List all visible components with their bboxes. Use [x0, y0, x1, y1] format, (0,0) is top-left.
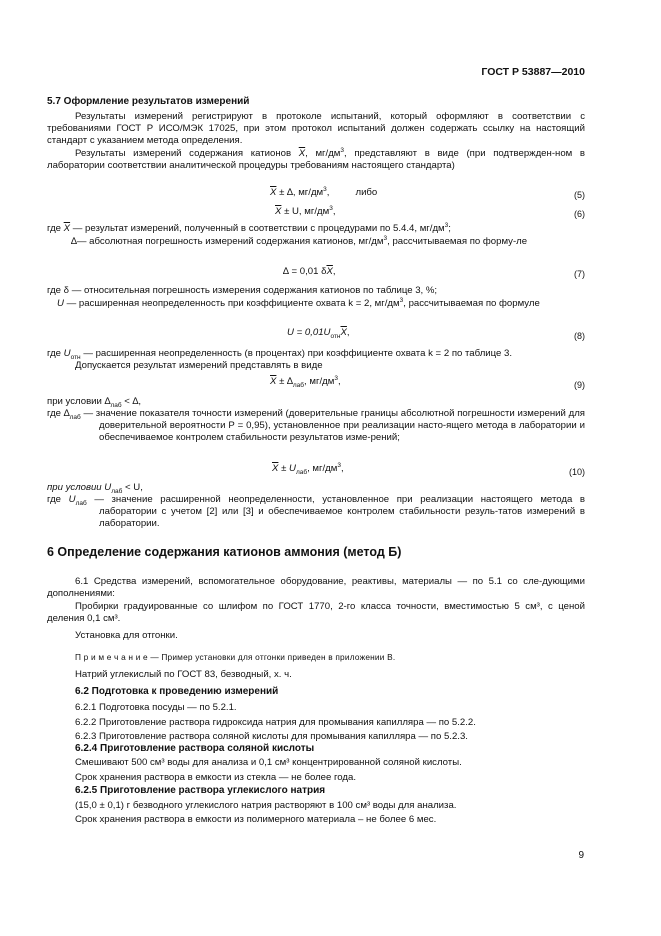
- item-6-2-2: 6.2.2 Приготовление раствора гидроксида натрия для промывания капилляра — по 5.2.2.: [75, 717, 476, 728]
- text-fragment: Результаты измерений содержания катионов: [75, 148, 299, 159]
- definition-u-rel: где $U_{отн}$ — расширенная неопределенность (в процентах) при коэффициенте охвата k = 2 по таблице 3.: [47, 348, 513, 361]
- definition-u-lab: где $U_{лаб}$ — значение расширенной неопределенности, установленное при реализации настоящего метода в лаборатории с учетом [2] или [3] и обеспечиваемое контролем стабильности резуль-татов измерений в лаборатории.: [47, 494, 586, 529]
- text-fragment: , представляют в виде (при подтвержден-ном в лаборатории соответствии аналитической процедуры требованиям настоящего стандарта): [47, 148, 585, 171]
- equation-number-7: (7): [574, 269, 585, 279]
- paragraph-soda: Натрий углекислый по ГОСТ 83, безводный, х. ч.: [75, 669, 292, 680]
- item-6-2-1: 6.2.1 Подготовка посуды — по 5.2.1.: [75, 702, 237, 713]
- paragraph-6-1: 6.1 Средства измерений, вспомогательное оборудование, реактивы, материалы — по 5.1 со сле-дующими дополнениями:: [47, 576, 585, 599]
- definition-delta-relative: где δ — относительная погрешность измерения содержания катионов по таблице 3, %;: [47, 285, 438, 296]
- paragraph-tubes: Пробирки градуированные со шлифом по ГОСТ 1770, 2-го класса точности, вместимостью 5 см³, с ценой деления 0,1 см³.: [47, 601, 585, 624]
- section-6-2-title: 6.2 Подготовка к проведению измерений: [75, 686, 279, 697]
- equation-number-10: (10): [568, 467, 585, 477]
- item-6-2-3: 6.2.3 Приготовление раствора соляной кислоты для промывания капилляра — по 5.2.3.: [75, 731, 468, 742]
- equation-number-9: (9): [574, 380, 585, 390]
- paragraph-protocol: Результаты измерений регистрируют в протоколе испытаний, который оформляют в соответствии с требованиями ГОСТ Р ИСО/МЭК 17025, при этом протокол испытаний должен содержать ссылку на настоящий стандарт с указанием метода определения.: [47, 111, 585, 146]
- paragraph-results-form: Результаты измерений содержания катионов $\overline{X}$, $мг/дм^3$, представляют в виде (при подтвержден-ном в лаборатории соответствии аналитической процедуры требованиям настоящего стандарта): [47, 146, 585, 171]
- equation-5: $\overline{X}$ ± ∆, $мг/дм^3$, либо: [270, 185, 378, 198]
- section-5-7-title: 5.7 Оформление результатов измерений: [47, 96, 250, 107]
- page-number: 9: [578, 850, 584, 861]
- document-code: ГОСТ Р 53887—2010: [481, 66, 585, 78]
- equation-6: $\overline{X} \pm U$, $мг/дм^3$,: [275, 204, 336, 217]
- definition-x: где $\overline{X}$ — результат измерений, полученный в соответствии с процедурами по 5.4.4, $мг/дм^3$;: [47, 221, 451, 234]
- text-fragment: , мг/дм: [305, 148, 341, 159]
- paragraph-6-2-5-a: (15,0 ± 0,1) г безводного углекислого натрия растворяют в 100 см³ воды для анализа.: [75, 800, 457, 811]
- paragraph-6-2-4-b: Срок хранения раствора в емкости из стекла — не более года.: [75, 772, 357, 783]
- equation-7: ∆ = 0,01 $\delta\overline{X}$,: [283, 266, 336, 277]
- x-bar-symbol: $\overline{X}$: [298, 148, 306, 159]
- condition-1: при условии $\Delta_{лаб}$ < ∆,: [47, 396, 142, 409]
- definition-delta-lab: где $\Delta_{лаб}$ — значение показателя точности измерений (доверительные границы абсолютной погрешности измерений для доверительной вероятности P = 0,95), установленное при реализации насто-ящего метода в лаборатории и обеспечиваемое контролем стабильности результатов изме-рений;: [47, 408, 585, 443]
- equation-number-8: (8): [574, 331, 585, 341]
- equation-number-6: (6): [574, 209, 585, 219]
- equation-10: $\overline{X} \pm U_{лаб}$, $мг/дм^3$,: [272, 461, 344, 476]
- section-6-2-5-title: 6.2.5 Приготовление раствора углекислого натрия: [75, 785, 326, 796]
- paragraph-still: Установка для отгонки.: [75, 630, 178, 641]
- paragraph-6-2-4-a: Смешивают 500 см³ воды для анализа и 0,1 см³ концентрированной соляной кислоты.: [75, 757, 462, 768]
- note: П р и м е ч а н и е — Пример установки для отгонки приведен в приложении В.: [75, 652, 396, 662]
- condition-2: при условии $U_{лаб} < U$,: [47, 482, 143, 495]
- definition-u: U — расширенная неопределенность при коэффициенте охвата k = 2, $мг/дм^3$, рассчитываемая по формуле: [57, 296, 540, 309]
- equation-8: $U = 0,01U_{отн}\overline{X}$,: [287, 327, 350, 340]
- section-6-title: 6 Определение содержания катионов аммония (метод Б): [47, 545, 402, 559]
- paragraph-allow: Допускается результат измерений представлять в виде: [75, 360, 323, 371]
- equation-number-5: (5): [574, 190, 585, 200]
- definition-delta: ∆— абсолютная погрешность измерений содержания катионов, $мг/дм^3$, рассчитываемая по форму-ле: [71, 234, 528, 247]
- section-6-2-4-title: 6.2.4 Приготовление раствора соляной кислоты: [75, 743, 315, 754]
- equation-9: $\overline{X} \pm \Delta_{лаб}$, $мг/дм^3$,: [270, 374, 341, 389]
- paragraph-6-2-5-b: Срок хранения раствора в емкости из полимерного материала – не более 6 мес.: [75, 814, 437, 825]
